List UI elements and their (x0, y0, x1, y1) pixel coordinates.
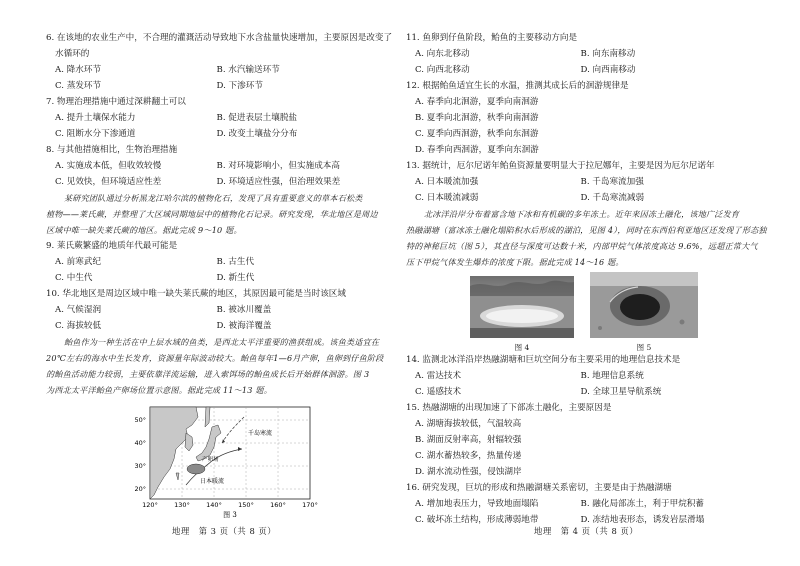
q15-option-a: A. 湖塘海拔较低，气温较高 (415, 419, 522, 429)
passage-mackerel-line-2: 20℃左右的海水中生长发育，资源量年际波动较大。鲐鱼每年1—6月产卵，鱼卵到仔鱼阶段 (46, 353, 384, 363)
q16-option-c: C. 破坏冻土结构，形成薄弱地带 (415, 515, 539, 525)
question-8 (46, 142, 378, 190)
question-9 (46, 238, 378, 286)
figure-3-caption: 图 3 (223, 511, 237, 519)
passage-mackerel-line-3: 的鲐鱼活动能力较弱，主要依靠洋流运输，进入索饵场的鲐鱼成长后开始群体洄游。图 3 (46, 369, 370, 379)
lon-label-120: 120° (142, 501, 158, 509)
question-6 (46, 30, 393, 94)
q15-option-d: D. 湖水流动性强，侵蚀湖岸 (415, 467, 522, 477)
q11-option-d: D. 向西南移动 (580, 65, 636, 75)
q11-option-b: B. 向东南移动 (580, 49, 636, 59)
q6-stem: 6. 在该地的农业生产中，不合理的灌溉活动导致地下水含盐量快速增加，主要原因是改变了 (46, 33, 393, 43)
passage-permafrost-line-2: 热融湖塘（富冰冻土融化塌陷积水后形成的湖泊，见图 4），同时在东西伯利亚地区还发现了形态独 (406, 225, 767, 235)
lon-label-140: 140° (206, 501, 222, 509)
q6-option-c: C. 蒸发环节 (55, 81, 102, 91)
q13-option-b: B. 千岛寒流加强 (580, 177, 644, 187)
passage-mackerel-line-1: 鲐鱼作为一种生活在中上层水域的鱼类，是西北太平洋重要的渔获组成。该鱼类适宜在 (64, 337, 380, 347)
question-10 (46, 286, 378, 334)
q8-stem: 8. 与其他措施相比，生物治理措施 (46, 145, 178, 155)
q11-option-a: A. 向东北移动 (415, 49, 470, 59)
q10-option-d: D. 被海洋覆盖 (216, 321, 272, 331)
figure-5-photo (590, 272, 698, 338)
lat-label-50: 50° (134, 416, 146, 424)
q16-option-a: A. 增加地表压力，导致地面塌陷 (415, 499, 539, 509)
label-kuril-current: 千岛寒流 (248, 430, 273, 437)
q6-stem-cont: 水循环的 (55, 49, 90, 59)
lon-label-150: 150° (238, 501, 254, 509)
q12-stem: 12. 根据鲐鱼适宜生长的水温，推测其成长后的洄游规律是 (406, 81, 629, 91)
lat-label-30: 30° (134, 462, 146, 470)
q7-option-a: A. 提升土壤保水能力 (55, 113, 136, 123)
lat-label-20: 20° (134, 485, 146, 493)
q14-stem: 14. 监测北冰洋沿岸热融湖塘和巨坑空间分布主要采用的地理信息技术是 (406, 355, 681, 365)
passage-fossil-line-2: 植物——莱氏蕨，并整理了大区域同期地层中的植物化石记录。研究发现，华北地区是周边 (46, 209, 378, 219)
lon-label-160: 160° (270, 501, 286, 509)
q16-stem: 16. 研究发现，巨坑的形成和热融湖塘关系密切，主要是由于热融湖塘 (406, 483, 672, 493)
passage-mackerel-line-4: 为西北太平洋鲐鱼产卵场位置示意图。据此完成 11～13 题。 (46, 385, 272, 395)
q7-stem: 7. 物理治理措施中通过深耕翻土可以 (46, 97, 186, 107)
lat-label-40: 40° (134, 439, 146, 447)
q6-option-a: A. 降水环节 (55, 65, 102, 75)
q9-option-a: A. 前寒武纪 (55, 257, 102, 267)
q10-option-b: B. 被冰川覆盖 (216, 305, 272, 315)
question-15 (406, 400, 746, 480)
passage-permafrost-line-3: 特的神秘巨坑（图 5），其直径与深度可达数十米，内部甲烷气体浓度高达 9.6%，远超正常大气 (406, 241, 758, 251)
q10-option-a: A. 气候湿润 (55, 305, 102, 315)
q14-option-d: D. 全球卫星导航系统 (580, 387, 662, 397)
lon-label-170: 170° (302, 501, 318, 509)
q8-option-a: A. 实施成本低，但收效较慢 (55, 161, 162, 171)
q10-option-c: C. 海拔较低 (55, 321, 102, 331)
q14-option-c: C. 遥感技术 (415, 387, 462, 397)
passage-fossil-line-3: 区域中唯一缺失莱氏蕨的地区。据此完成 9～10 题。 (46, 225, 242, 235)
q14-option-b: B. 地理信息系统 (580, 371, 644, 381)
q12-option-b: B. 夏季向北洄游，秋季向南洄游 (415, 113, 539, 123)
question-14 (406, 352, 746, 400)
q16-option-b: B. 融化局部冻土，利于甲烷积蓄 (580, 499, 704, 509)
q13-stem: 13. 据统计，厄尔尼诺年鲐鱼资源量要明显大于拉尼娜年，主要是因为厄尔尼诺年 (406, 161, 715, 171)
q9-option-d: D. 新生代 (216, 273, 255, 283)
figure-5-caption: 图 5 (636, 343, 652, 352)
spawning-ground-area (187, 464, 205, 474)
label-spawning-ground: 产卵场 (202, 457, 219, 463)
q11-stem: 11. 鱼卵到仔鱼阶段，鲐鱼的主要移动方向是 (406, 33, 578, 43)
passage-fossil-line-1: 某研究团队通过分析黑龙江哈尔滨的植物化石，发现了具有重要意义的草本石松类 (64, 193, 363, 203)
q8-option-d: D. 环境适应性强，但治理效果差 (216, 177, 341, 187)
q15-option-c: C. 湖水蓄热较多，热量传递 (415, 451, 522, 461)
q7-option-c: C. 阻断水分下渗通道 (55, 129, 136, 139)
q13-option-c: C. 日本暖流减弱 (415, 193, 479, 203)
figures-4-5 (406, 272, 746, 352)
figure-4-photo (470, 276, 574, 338)
left-page-footer: 地理 第 3 页（共 8 页） (172, 526, 277, 536)
q7-option-d: D. 改变土壤盐分分布 (216, 129, 298, 139)
q13-option-d: D. 千岛寒流减弱 (580, 193, 645, 203)
q8-option-b: B. 对环境影响小，但实施成本高 (216, 161, 340, 171)
q10-stem: 10. 华北地区是周边区域中唯一缺失莱氏蕨的地区，其原因最可能是当时该区域 (46, 289, 346, 299)
passage-fossil (46, 190, 378, 238)
q11-option-c: C. 向西北移动 (415, 65, 470, 75)
passage-permafrost (406, 206, 767, 270)
question-13 (406, 158, 746, 206)
question-12 (406, 78, 746, 158)
q14-option-a: A. 雷达技术 (415, 371, 462, 381)
right-page-footer: 地理 第 4 页（共 8 页） (534, 526, 639, 536)
q15-stem: 15. 热融湖塘的出现加速了下部冻土融化，主要原因是 (406, 403, 612, 413)
question-11 (406, 30, 746, 78)
question-16 (406, 480, 746, 528)
q6-option-d: D. 下渗环节 (216, 81, 263, 91)
q6-option-b: B. 水汽输送环节 (216, 65, 280, 75)
q9-option-b: B. 古生代 (216, 257, 255, 267)
figure-4-caption: 图 4 (514, 343, 530, 352)
q8-option-c: C. 见效快，但环境适应性差 (55, 177, 162, 187)
q12-option-c: C. 夏季向西洄游，秋季向东洄游 (415, 129, 539, 139)
question-7 (46, 94, 378, 142)
q13-option-a: A. 日本暖流加强 (415, 177, 479, 187)
left-column (46, 30, 393, 523)
passage-mackerel (46, 334, 384, 398)
q12-option-d: D. 春季向西洄游，夏季向东洄游 (415, 145, 539, 155)
passage-permafrost-line-1: 北冰洋沿岸分布着富含地下冰和有机碳的多年冻土。近年来因冻土融化，该地广泛发育 (424, 209, 740, 219)
figure-3-map (46, 403, 378, 523)
right-column (406, 30, 767, 528)
q15-option-b: B. 湖面反射率高，射辐较强 (415, 435, 522, 445)
passage-permafrost-line-4: 压下甲烷气体发生爆炸的浓度下限。据此完成 14～16 题。 (406, 257, 624, 267)
q9-stem: 9. 莱氏蕨繁盛的地质年代最可能是 (46, 241, 178, 251)
label-japan-current: 日本暖流 (200, 478, 225, 485)
map-svg (46, 403, 378, 519)
q16-option-d: D. 冻结地表形态，诱发岩层滑塌 (580, 515, 705, 525)
lon-label-130: 130° (174, 501, 190, 509)
q12-option-a: A. 春季向北洄游，夏季向南洄游 (415, 97, 539, 107)
right-page (400, 0, 800, 566)
q9-option-c: C. 中生代 (55, 273, 93, 283)
q7-option-b: B. 促进表层土壤脱盐 (216, 113, 298, 123)
